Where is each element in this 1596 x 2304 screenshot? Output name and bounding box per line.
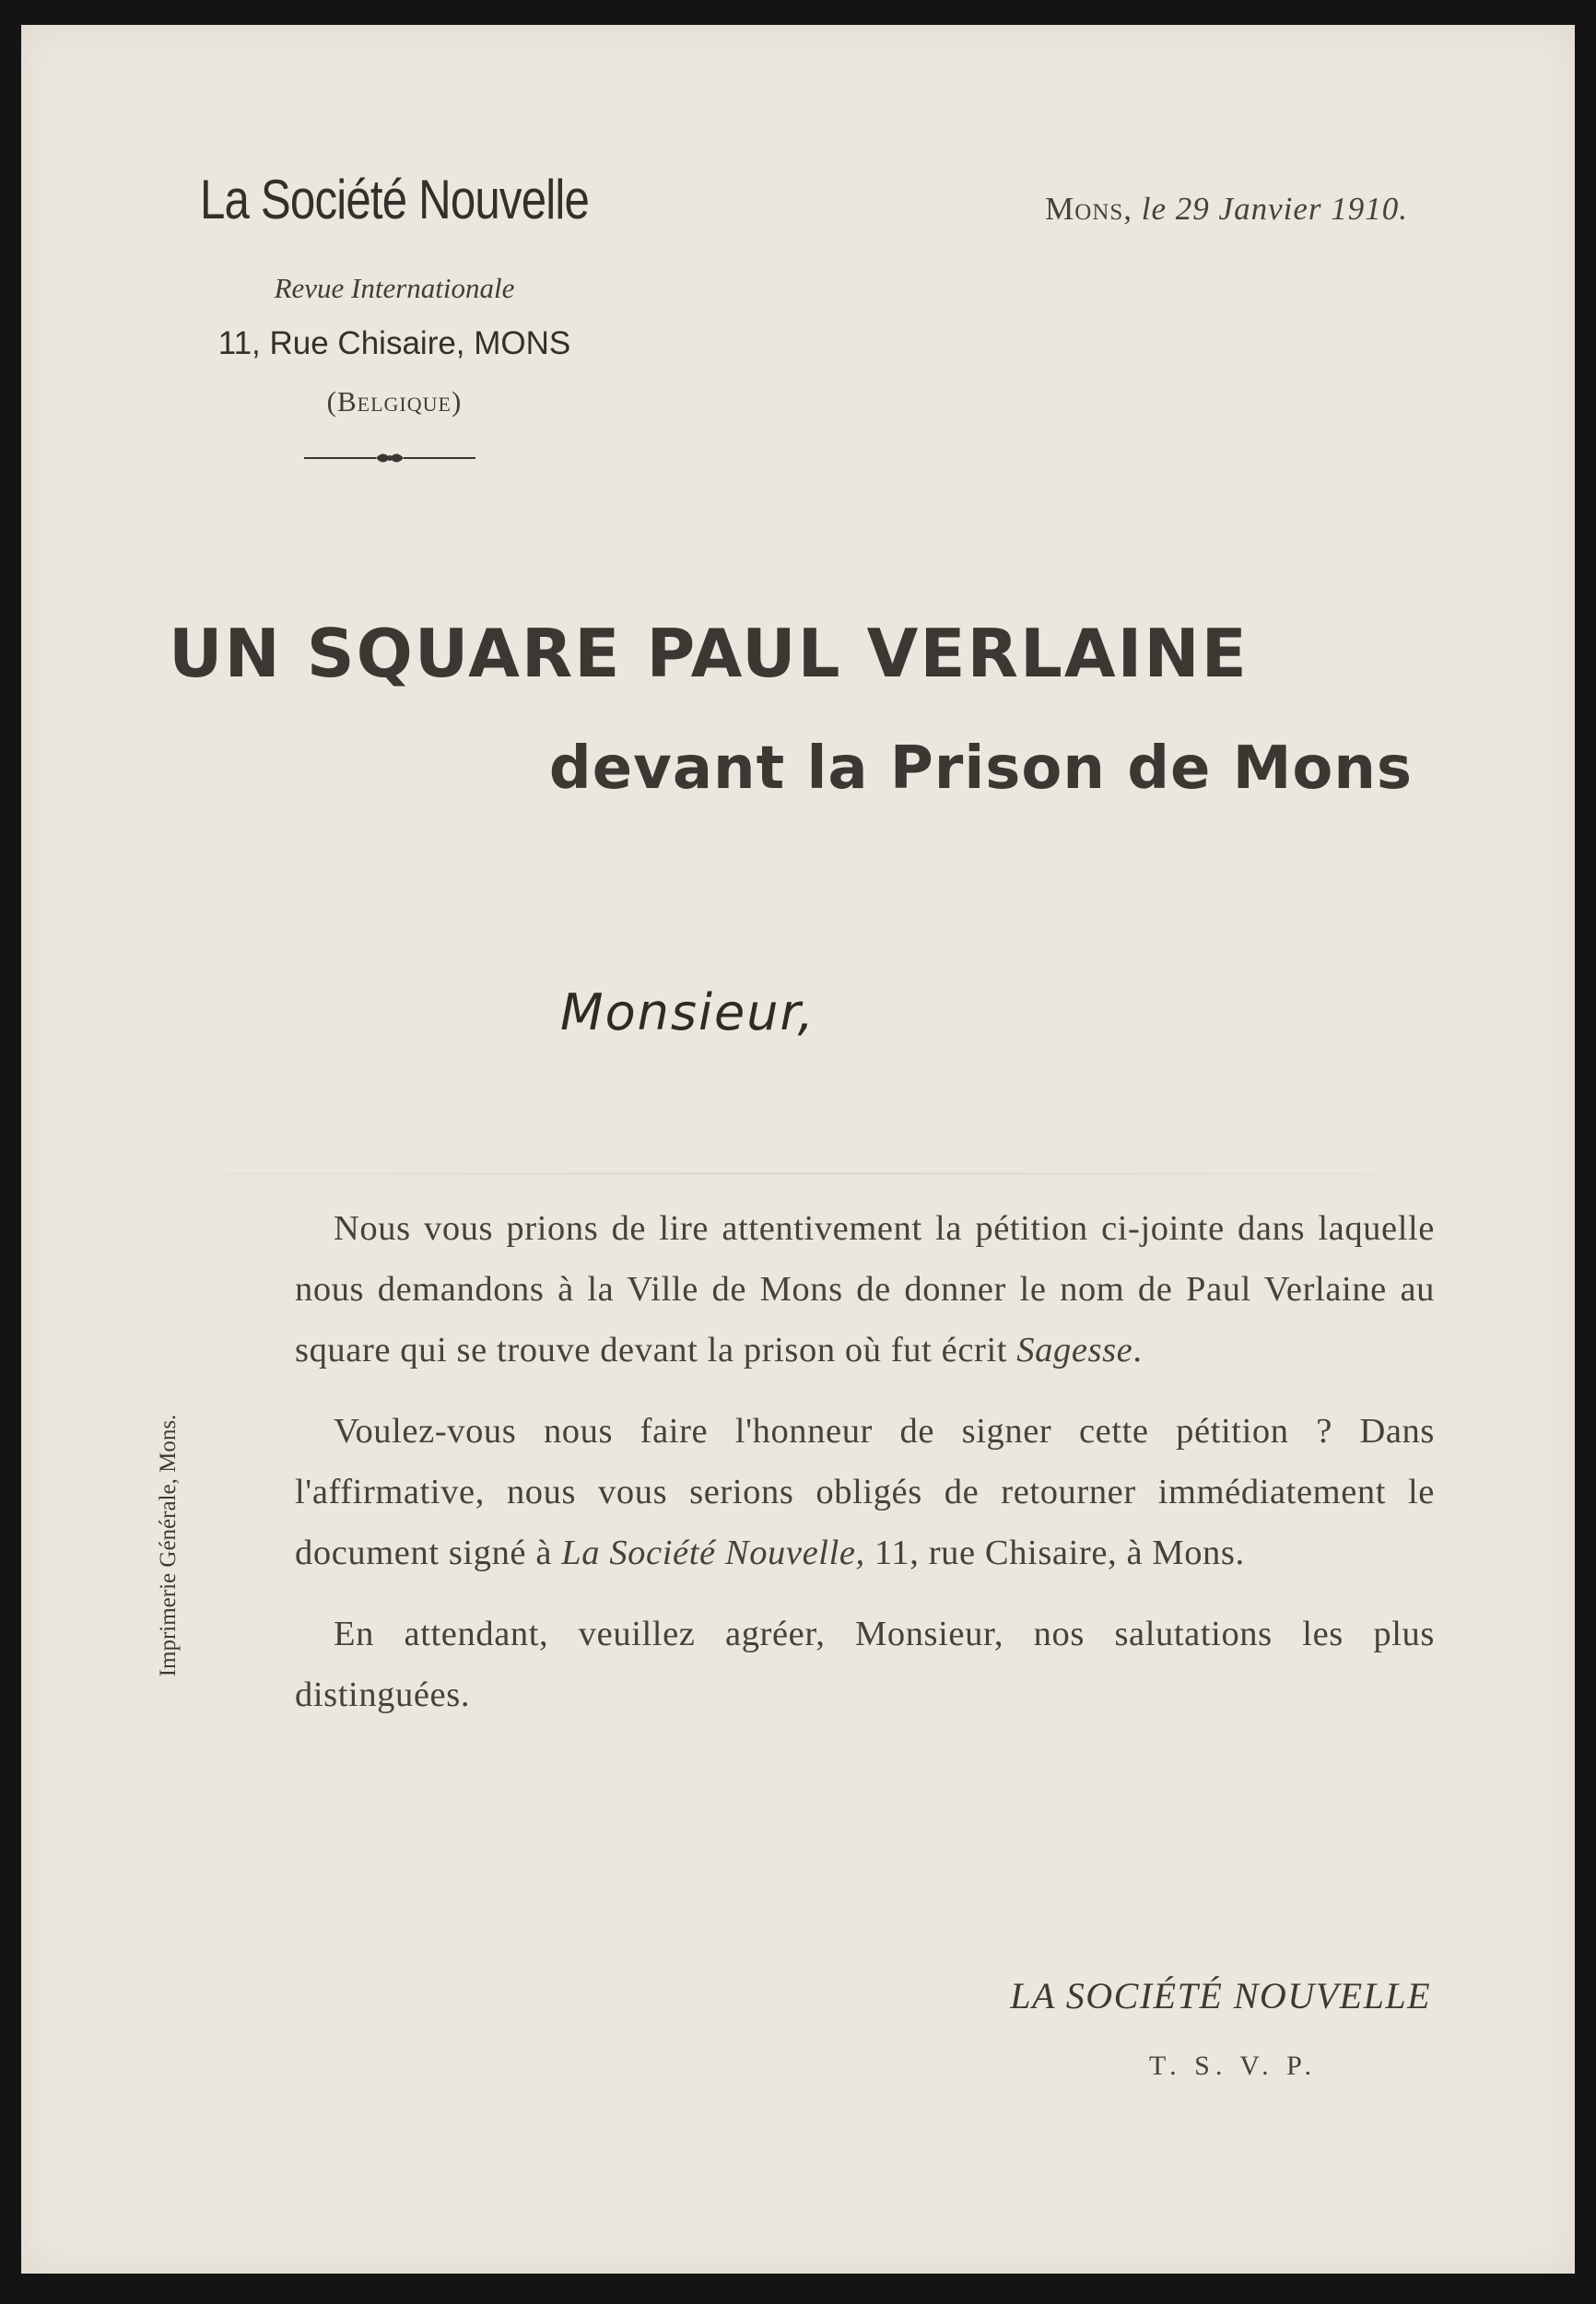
salutation: Monsieur, — [560, 983, 816, 1041]
society-name-inline: La Société Nouvelle, — [561, 1534, 865, 1572]
letterhead-subtitle: Revue Internationale — [274, 272, 515, 304]
paragraph-1-end: . — [1132, 1331, 1143, 1369]
book-title: Sagesse — [1016, 1331, 1133, 1369]
headline-main: UN SQUARE PAUL VERLAINE — [169, 615, 1249, 692]
dateline — [892, 191, 1408, 228]
paragraph-3: En attendant, veuillez agréer, Monsieur, nos salutations les plus distinguées. — [295, 1615, 1435, 1714]
ornament-divider-icon — [302, 444, 477, 472]
dateline-place: Mons, — [1045, 191, 1133, 227]
headline-sub: devant la Prison de Mons — [548, 735, 1413, 803]
printer-note-container — [150, 1370, 187, 1721]
printer-note: Imprimerie Générale, Mons. — [156, 1414, 181, 1677]
please-turn-over: T. S. V. P. — [1149, 2051, 1317, 2081]
paragraph-1-text: Nous vous prions de lire attentivement la pétition ci-jointe dans laquelle nous demandons à la Ville de Mons de donner le nom de Paul Verlaine au square qui se trouve devant la prison où fut écrit — [295, 1209, 1435, 1369]
paragraph-2-end: 11, rue Chisaire, à Mons. — [864, 1534, 1245, 1572]
signature: LA SOCIÉTÉ NOUVELLE — [1010, 1975, 1431, 2016]
paper-fold-line — [21, 1172, 1575, 1175]
letter-sheet — [21, 25, 1575, 2274]
paragraph-1 — [295, 1198, 1435, 1381]
letterhead-address: 11, Rue Chisaire, MONS — [217, 325, 571, 361]
paragraph-2 — [295, 1401, 1435, 1583]
letter-body — [295, 1198, 1435, 1746]
letterhead-name: La Société Nouvelle — [199, 169, 590, 230]
letterhead-country: (Belgique) — [326, 385, 463, 417]
dateline-date: le 29 Janvier 1910. — [1141, 191, 1408, 227]
paragraph-2-text: Voulez-vous nous faire l'honneur de signer cette pétition ? Dans l'affirmative, nous vous serions obligés de retourner immédiatement le document signé à — [295, 1412, 1435, 1572]
